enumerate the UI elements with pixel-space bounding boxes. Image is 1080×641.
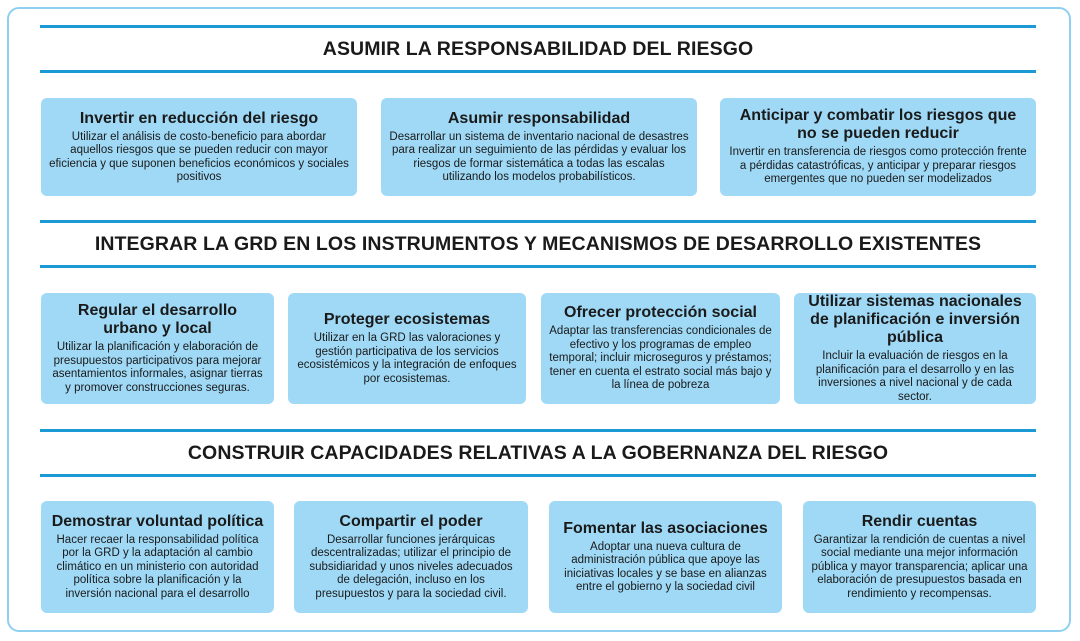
card-title: Demostrar voluntad política (51, 512, 264, 530)
card-compartir-poder (294, 501, 528, 613)
card-body: Utilizar en la GRD las valoraciones y gestión participativa de los servicios ecosistémicos y la integración de enfoques por ecosistemas. (297, 332, 517, 385)
section-header-integrar (40, 220, 1036, 268)
card-proteger-ecosistemas (288, 293, 526, 404)
section-title: INTEGRAR LA GRD EN LOS INSTRUMENTOS Y MECANISMOS DE DESARROLLO EXISTENTES (94, 232, 982, 255)
card-title: Compartir el poder (339, 512, 483, 530)
card-title: Anticipar y combatir los riesgos que no se pueden reducir (739, 107, 1017, 143)
card-fomentar-asociaciones (549, 501, 782, 613)
card-voluntad-politica (41, 501, 274, 613)
card-title: Fomentar las asociaciones (563, 519, 768, 537)
section-header-construir (40, 429, 1036, 477)
card-title: Asumir responsabilidad (447, 109, 631, 127)
card-title: Invertir en reducción del riesgo (79, 109, 319, 127)
card-title: Proteger ecosistemas (323, 311, 491, 328)
card-rendir-cuentas (803, 501, 1036, 613)
card-regular-desarrollo (41, 293, 274, 404)
card-sistemas-nacionales (794, 293, 1036, 404)
card-body: Utilizar el análisis de costo-beneficio para abordar aquellos riesgos que se pueden reducir con mayor eficiencia y que suponen beneficios económicos y sociales positivos (49, 130, 349, 183)
card-proteccion-social (541, 293, 780, 404)
card-asumir-responsabilidad (381, 98, 697, 196)
card-title: Rendir cuentas (861, 512, 978, 530)
card-title: Ofrecer protección social (564, 304, 757, 322)
card-anticipar-combatir (720, 98, 1036, 196)
card-body: Adoptar una nueva cultura de administración pública que apoye las iniciativas locales y se base en alianzas entre el gobierno y la sociedad civil (564, 540, 767, 593)
card-invertir-reduccion (41, 98, 357, 196)
card-body: Garantizar la rendición de cuentas a nivel social mediante una mejor información pública y mayor transparencia; aplicar una elaboración de presupuestos basada en rendimiento y recompensas. (811, 533, 1028, 600)
section-title: CONSTRUIR CAPACIDADES RELATIVAS A LA GOBERNANZA DEL RIESGO (187, 441, 889, 464)
card-body: Incluir la evaluación de riesgos en la planificación para el desarrollo y en las inversiones a nivel nacional y de cada sector. (815, 350, 1015, 403)
card-body: Utilizar la planificación y elaboración de presupuestos participativos para mejorar asentamientos informales, asignar tierras y promover construcciones seguras. (52, 341, 263, 394)
card-title: Utilizar sistemas nacionales de planificación e inversión pública (808, 293, 1022, 346)
section-title: ASUMIR LA RESPONSABILIDAD DEL RIESGO (322, 37, 754, 60)
card-body: Adaptar las transferencias condicionales de efectivo y los programas de empleo temporal; incluir microseguros y préstamos; tener en cuenta el estrato social más bajo y la línea de pobreza (549, 325, 772, 392)
card-body: Invertir en transferencia de riesgos como protección frente a pérdidas catastróficas, y anticipar y preparar riesgos emergentes que no pueden ser modelizados (729, 146, 1027, 186)
section-header-asumir (40, 25, 1036, 73)
card-title: Regular el desarrollo urbano y local (77, 302, 238, 337)
card-body: Desarrollar funciones jerárquicas descentralizadas; utilizar el principio de subsidiaridad y unos niveles adecuados de delegación, incluso en los presupuestos y para la sociedad civil. (309, 533, 513, 600)
card-body: Hacer recaer la responsabilidad política por la GRD y la adaptación al cambio climático en un ministerio con autoridad política sobre la planificación y la inversión nacional para el desarrollo (56, 533, 259, 600)
card-body: Desarrollar un sistema de inventario nacional de desastres para realizar un seguimiento de las pérdidas y evaluar los riesgos de formar sistemática a todas las escalas utilizando los modelos probabilísticos. (389, 130, 689, 183)
